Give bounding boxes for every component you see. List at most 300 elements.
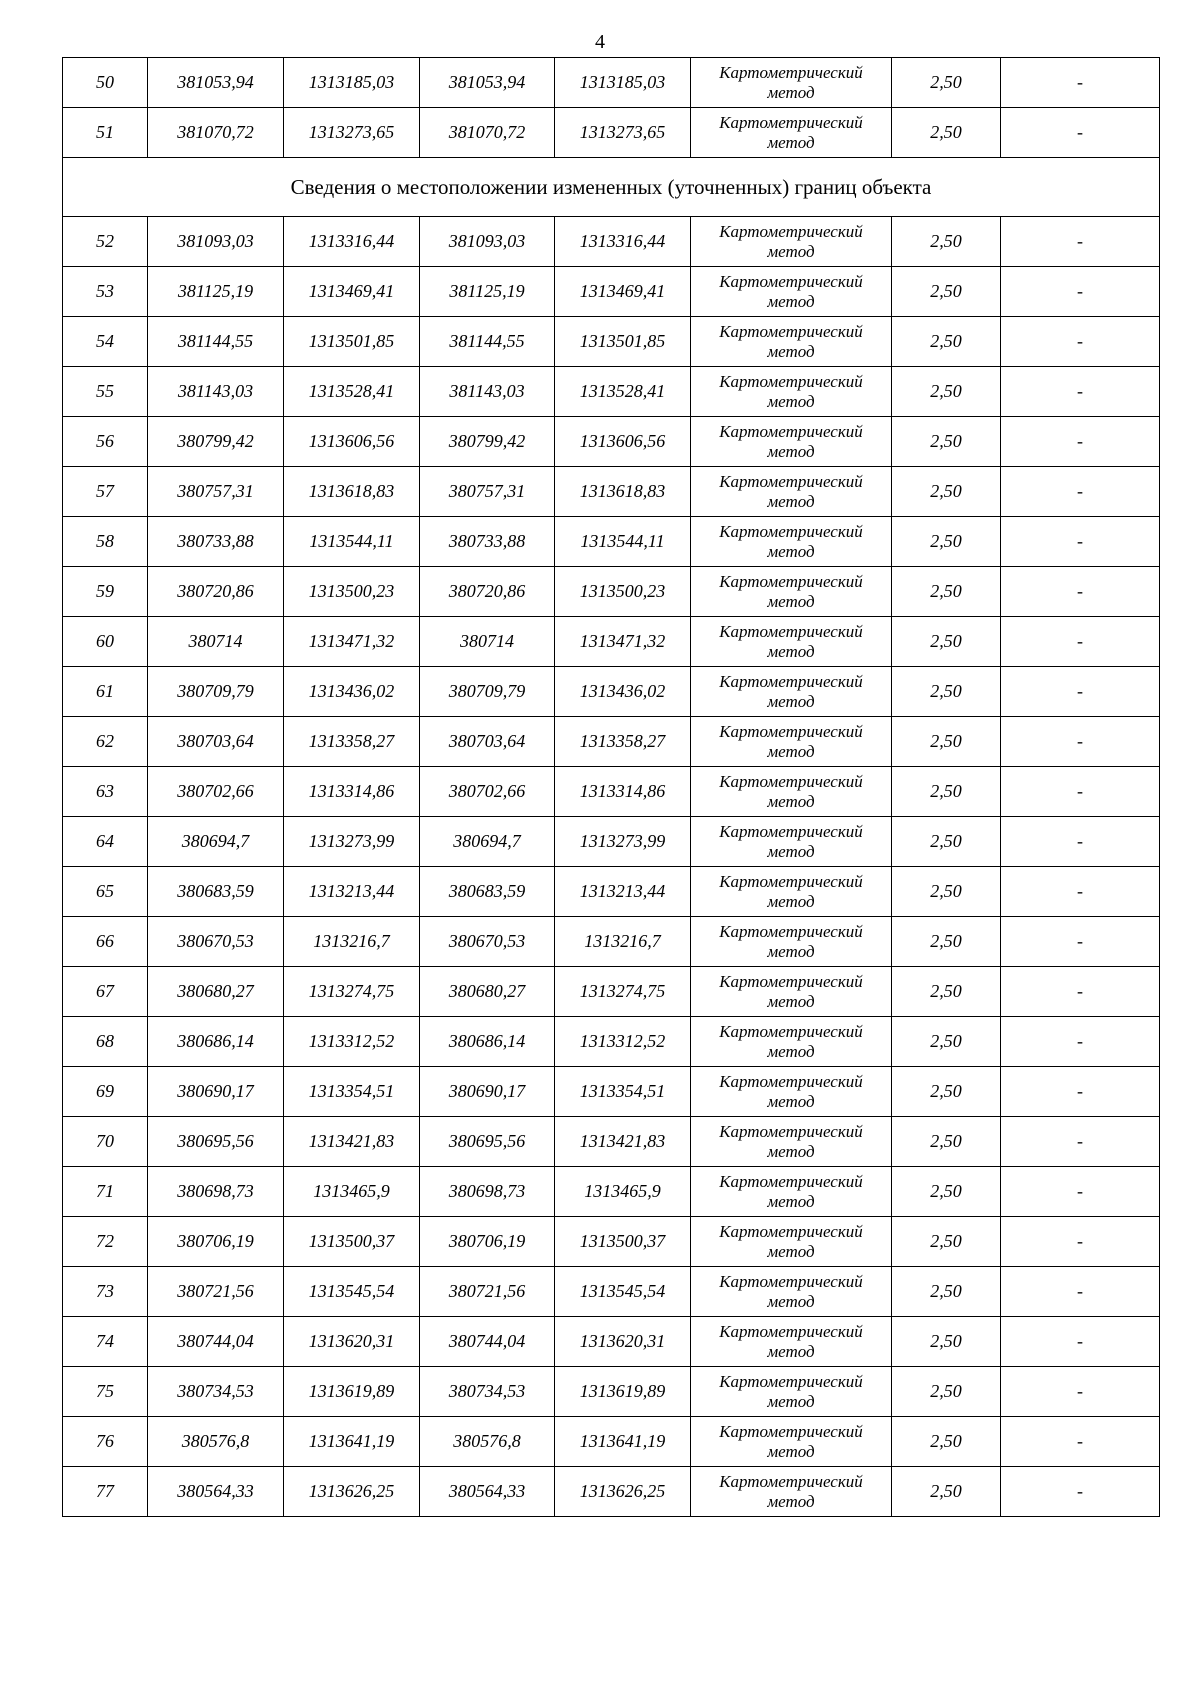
refined-x-cell: 380695,56 bbox=[420, 1117, 555, 1167]
precision-cell: 2,50 bbox=[892, 1017, 1001, 1067]
note-cell: - bbox=[1001, 717, 1160, 767]
table-row bbox=[63, 367, 1160, 417]
refined-x-cell: 380690,17 bbox=[420, 1067, 555, 1117]
existing-y-cell: 1313545,54 bbox=[284, 1267, 420, 1317]
existing-y-cell: 1313185,03 bbox=[284, 58, 420, 108]
table-row bbox=[63, 467, 1160, 517]
method-text-line: метод bbox=[767, 1291, 815, 1311]
precision-cell: 2,50 bbox=[892, 467, 1001, 517]
point-number-cell: 65 bbox=[63, 867, 148, 917]
point-number-cell: 59 bbox=[63, 567, 148, 617]
existing-y-cell: 1313273,65 bbox=[284, 108, 420, 158]
refined-y-cell: 1313465,9 bbox=[555, 1167, 691, 1217]
existing-y-cell: 1313528,41 bbox=[284, 367, 420, 417]
existing-y-cell: 1313469,41 bbox=[284, 267, 420, 317]
method-cell bbox=[691, 1417, 892, 1467]
point-number-cell: 74 bbox=[63, 1317, 148, 1367]
method-text-line: Картометрический bbox=[719, 221, 863, 241]
refined-x-cell: 380680,27 bbox=[420, 967, 555, 1017]
precision-cell: 2,50 bbox=[892, 417, 1001, 467]
method-cell bbox=[691, 967, 892, 1017]
refined-x-cell: 381143,03 bbox=[420, 367, 555, 417]
refined-y-cell: 1313274,75 bbox=[555, 967, 691, 1017]
table-row bbox=[63, 1467, 1160, 1517]
method-cell bbox=[691, 1467, 892, 1517]
point-number-cell: 67 bbox=[63, 967, 148, 1017]
existing-x-cell: 380680,27 bbox=[148, 967, 284, 1017]
method-text-line: метод bbox=[767, 1041, 815, 1061]
refined-x-cell: 381144,55 bbox=[420, 317, 555, 367]
method-cell bbox=[691, 1217, 892, 1267]
section-heading-row bbox=[63, 158, 1160, 217]
method-text-line: Картометрический bbox=[719, 1371, 863, 1391]
existing-y-cell: 1313620,31 bbox=[284, 1317, 420, 1367]
method-text-line: Картометрический bbox=[719, 721, 863, 741]
table-row bbox=[63, 817, 1160, 867]
method-text-line: Картометрический bbox=[719, 1421, 863, 1441]
point-number-cell: 51 bbox=[63, 108, 148, 158]
refined-x-cell: 380670,53 bbox=[420, 917, 555, 967]
method-text-line: Картометрический bbox=[719, 671, 863, 691]
refined-y-cell: 1313500,23 bbox=[555, 567, 691, 617]
precision-cell: 2,50 bbox=[892, 267, 1001, 317]
refined-x-cell: 380733,88 bbox=[420, 517, 555, 567]
point-number-cell: 69 bbox=[63, 1067, 148, 1117]
existing-y-cell: 1313465,9 bbox=[284, 1167, 420, 1217]
existing-y-cell: 1313216,7 bbox=[284, 917, 420, 967]
existing-x-cell: 380670,53 bbox=[148, 917, 284, 967]
table-row bbox=[63, 267, 1160, 317]
method-cell bbox=[691, 617, 892, 667]
precision-cell: 2,50 bbox=[892, 867, 1001, 917]
method-text-line: метод bbox=[767, 341, 815, 361]
existing-x-cell: 381053,94 bbox=[148, 58, 284, 108]
precision-cell: 2,50 bbox=[892, 667, 1001, 717]
page-number: 4 bbox=[595, 31, 605, 53]
refined-y-cell: 1313620,31 bbox=[555, 1317, 691, 1367]
method-cell bbox=[691, 867, 892, 917]
method-cell bbox=[691, 1017, 892, 1067]
table-row bbox=[63, 667, 1160, 717]
existing-x-cell: 381070,72 bbox=[148, 108, 284, 158]
precision-cell: 2,50 bbox=[892, 1217, 1001, 1267]
table-row bbox=[63, 58, 1160, 108]
existing-y-cell: 1313358,27 bbox=[284, 717, 420, 767]
method-cell bbox=[691, 1117, 892, 1167]
point-number-cell: 63 bbox=[63, 767, 148, 817]
existing-x-cell: 381093,03 bbox=[148, 217, 284, 267]
table-row bbox=[63, 1117, 1160, 1167]
note-cell: - bbox=[1001, 517, 1160, 567]
refined-x-cell: 380799,42 bbox=[420, 417, 555, 467]
note-cell: - bbox=[1001, 1467, 1160, 1517]
method-text-line: Картометрический bbox=[719, 1321, 863, 1341]
note-cell: - bbox=[1001, 617, 1160, 667]
table-row bbox=[63, 1267, 1160, 1317]
point-number-cell: 62 bbox=[63, 717, 148, 767]
refined-y-cell: 1313469,41 bbox=[555, 267, 691, 317]
note-cell: - bbox=[1001, 917, 1160, 967]
refined-y-cell: 1313314,86 bbox=[555, 767, 691, 817]
method-text-line: метод bbox=[767, 132, 815, 152]
refined-x-cell: 380714 bbox=[420, 617, 555, 667]
method-cell bbox=[691, 767, 892, 817]
note-cell: - bbox=[1001, 1417, 1160, 1467]
existing-x-cell: 380757,31 bbox=[148, 467, 284, 517]
method-text-line: Картометрический bbox=[719, 371, 863, 391]
precision-cell: 2,50 bbox=[892, 1467, 1001, 1517]
precision-cell: 2,50 bbox=[892, 1067, 1001, 1117]
point-number-cell: 72 bbox=[63, 1217, 148, 1267]
method-text-line: метод bbox=[767, 1141, 815, 1161]
existing-x-cell: 381144,55 bbox=[148, 317, 284, 367]
existing-x-cell: 380690,17 bbox=[148, 1067, 284, 1117]
existing-x-cell: 380734,53 bbox=[148, 1367, 284, 1417]
method-cell bbox=[691, 567, 892, 617]
method-cell bbox=[691, 217, 892, 267]
note-cell: - bbox=[1001, 417, 1160, 467]
existing-x-cell: 380720,86 bbox=[148, 567, 284, 617]
note-cell: - bbox=[1001, 817, 1160, 867]
refined-y-cell: 1313528,41 bbox=[555, 367, 691, 417]
point-number-cell: 61 bbox=[63, 667, 148, 717]
point-number-cell: 50 bbox=[63, 58, 148, 108]
refined-y-cell: 1313216,7 bbox=[555, 917, 691, 967]
method-text-line: Картометрический bbox=[719, 1221, 863, 1241]
method-text-line: Картометрический bbox=[719, 471, 863, 491]
method-cell bbox=[691, 1367, 892, 1417]
precision-cell: 2,50 bbox=[892, 317, 1001, 367]
note-cell: - bbox=[1001, 58, 1160, 108]
method-text-line: Картометрический bbox=[719, 821, 863, 841]
method-text-line: метод bbox=[767, 791, 815, 811]
precision-cell: 2,50 bbox=[892, 917, 1001, 967]
method-cell bbox=[691, 367, 892, 417]
refined-x-cell: 380734,53 bbox=[420, 1367, 555, 1417]
method-text-line: метод bbox=[767, 691, 815, 711]
existing-x-cell: 380714 bbox=[148, 617, 284, 667]
method-cell bbox=[691, 717, 892, 767]
precision-cell: 2,50 bbox=[892, 1117, 1001, 1167]
table-row bbox=[63, 717, 1160, 767]
method-cell bbox=[691, 667, 892, 717]
refined-x-cell: 380720,86 bbox=[420, 567, 555, 617]
refined-y-cell: 1313626,25 bbox=[555, 1467, 691, 1517]
note-cell: - bbox=[1001, 1067, 1160, 1117]
existing-y-cell: 1313626,25 bbox=[284, 1467, 420, 1517]
method-cell bbox=[691, 1317, 892, 1367]
existing-y-cell: 1313312,52 bbox=[284, 1017, 420, 1067]
precision-cell: 2,50 bbox=[892, 1317, 1001, 1367]
existing-y-cell: 1313500,37 bbox=[284, 1217, 420, 1267]
method-text-line: метод bbox=[767, 1241, 815, 1261]
existing-y-cell: 1313421,83 bbox=[284, 1117, 420, 1167]
existing-x-cell: 380706,19 bbox=[148, 1217, 284, 1267]
table-row bbox=[63, 317, 1160, 367]
table-row bbox=[63, 1317, 1160, 1367]
section-heading: Сведения о местоположении измененных (уточненных) границ объекта bbox=[63, 158, 1160, 217]
method-text-line: метод bbox=[767, 1491, 815, 1511]
point-number-cell: 60 bbox=[63, 617, 148, 667]
precision-cell: 2,50 bbox=[892, 1417, 1001, 1467]
note-cell: - bbox=[1001, 1217, 1160, 1267]
refined-y-cell: 1313501,85 bbox=[555, 317, 691, 367]
precision-cell: 2,50 bbox=[892, 567, 1001, 617]
table-row bbox=[63, 108, 1160, 158]
point-number-cell: 73 bbox=[63, 1267, 148, 1317]
existing-x-cell: 380744,04 bbox=[148, 1317, 284, 1367]
method-text-line: Картометрический bbox=[719, 321, 863, 341]
method-cell bbox=[691, 1167, 892, 1217]
method-text-line: Картометрический bbox=[719, 1171, 863, 1191]
refined-y-cell: 1313358,27 bbox=[555, 717, 691, 767]
note-cell: - bbox=[1001, 317, 1160, 367]
note-cell: - bbox=[1001, 1367, 1160, 1417]
existing-x-cell: 380703,64 bbox=[148, 717, 284, 767]
table-body-after bbox=[63, 217, 1160, 1517]
refined-x-cell: 380694,7 bbox=[420, 817, 555, 867]
method-text-line: метод bbox=[767, 491, 815, 511]
refined-y-cell: 1313213,44 bbox=[555, 867, 691, 917]
precision-cell: 2,50 bbox=[892, 767, 1001, 817]
refined-x-cell: 380721,56 bbox=[420, 1267, 555, 1317]
existing-y-cell: 1313274,75 bbox=[284, 967, 420, 1017]
point-number-cell: 75 bbox=[63, 1367, 148, 1417]
refined-x-cell: 380683,59 bbox=[420, 867, 555, 917]
table-row bbox=[63, 917, 1160, 967]
method-text-line: метод bbox=[767, 1091, 815, 1111]
refined-y-cell: 1313316,44 bbox=[555, 217, 691, 267]
precision-cell: 2,50 bbox=[892, 617, 1001, 667]
existing-x-cell: 380698,73 bbox=[148, 1167, 284, 1217]
point-number-cell: 76 bbox=[63, 1417, 148, 1467]
existing-y-cell: 1313544,11 bbox=[284, 517, 420, 567]
note-cell: - bbox=[1001, 1017, 1160, 1067]
point-number-cell: 57 bbox=[63, 467, 148, 517]
existing-x-cell: 380733,88 bbox=[148, 517, 284, 567]
refined-y-cell: 1313641,19 bbox=[555, 1417, 691, 1467]
refined-x-cell: 380698,73 bbox=[420, 1167, 555, 1217]
method-text-line: метод bbox=[767, 1341, 815, 1361]
refined-x-cell: 380706,19 bbox=[420, 1217, 555, 1267]
method-cell bbox=[691, 817, 892, 867]
method-text-line: метод bbox=[767, 82, 815, 102]
method-text-line: Картометрический bbox=[719, 871, 863, 891]
note-cell: - bbox=[1001, 1167, 1160, 1217]
existing-y-cell: 1313500,23 bbox=[284, 567, 420, 617]
method-text-line: Картометрический bbox=[719, 271, 863, 291]
existing-x-cell: 380683,59 bbox=[148, 867, 284, 917]
note-cell: - bbox=[1001, 1317, 1160, 1367]
method-cell bbox=[691, 467, 892, 517]
refined-y-cell: 1313619,89 bbox=[555, 1367, 691, 1417]
existing-x-cell: 380564,33 bbox=[148, 1467, 284, 1517]
existing-y-cell: 1313501,85 bbox=[284, 317, 420, 367]
existing-y-cell: 1313618,83 bbox=[284, 467, 420, 517]
note-cell: - bbox=[1001, 767, 1160, 817]
refined-x-cell: 380757,31 bbox=[420, 467, 555, 517]
method-text-line: Картометрический bbox=[719, 112, 863, 132]
refined-x-cell: 380744,04 bbox=[420, 1317, 555, 1367]
refined-x-cell: 381093,03 bbox=[420, 217, 555, 267]
existing-x-cell: 380709,79 bbox=[148, 667, 284, 717]
existing-x-cell: 380576,8 bbox=[148, 1417, 284, 1467]
table-row bbox=[63, 1417, 1160, 1467]
table-row bbox=[63, 217, 1160, 267]
table-row bbox=[63, 617, 1160, 667]
method-text-line: метод bbox=[767, 1441, 815, 1461]
point-number-cell: 77 bbox=[63, 1467, 148, 1517]
precision-cell: 2,50 bbox=[892, 1267, 1001, 1317]
refined-y-cell: 1313185,03 bbox=[555, 58, 691, 108]
coordinates-table bbox=[62, 57, 1160, 1517]
precision-cell: 2,50 bbox=[892, 1367, 1001, 1417]
table-row bbox=[63, 517, 1160, 567]
table-row bbox=[63, 567, 1160, 617]
precision-cell: 2,50 bbox=[892, 217, 1001, 267]
refined-x-cell: 380576,8 bbox=[420, 1417, 555, 1467]
refined-y-cell: 1313273,65 bbox=[555, 108, 691, 158]
existing-y-cell: 1313619,89 bbox=[284, 1367, 420, 1417]
method-text-line: метод bbox=[767, 891, 815, 911]
precision-cell: 2,50 bbox=[892, 967, 1001, 1017]
precision-cell: 2,50 bbox=[892, 1167, 1001, 1217]
refined-y-cell: 1313545,54 bbox=[555, 1267, 691, 1317]
precision-cell: 2,50 bbox=[892, 58, 1001, 108]
method-cell bbox=[691, 317, 892, 367]
refined-x-cell: 380686,14 bbox=[420, 1017, 555, 1067]
refined-y-cell: 1313354,51 bbox=[555, 1067, 691, 1117]
method-text-line: метод bbox=[767, 841, 815, 861]
note-cell: - bbox=[1001, 267, 1160, 317]
note-cell: - bbox=[1001, 467, 1160, 517]
refined-x-cell: 381070,72 bbox=[420, 108, 555, 158]
precision-cell: 2,50 bbox=[892, 717, 1001, 767]
refined-y-cell: 1313312,52 bbox=[555, 1017, 691, 1067]
method-text-line: Картометрический bbox=[719, 421, 863, 441]
refined-x-cell: 380702,66 bbox=[420, 767, 555, 817]
existing-x-cell: 381143,03 bbox=[148, 367, 284, 417]
point-number-cell: 64 bbox=[63, 817, 148, 867]
method-cell bbox=[691, 1067, 892, 1117]
table-row bbox=[63, 1017, 1160, 1067]
method-text-line: метод bbox=[767, 241, 815, 261]
method-text-line: Картометрический bbox=[719, 1121, 863, 1141]
note-cell: - bbox=[1001, 667, 1160, 717]
existing-x-cell: 380694,7 bbox=[148, 817, 284, 867]
existing-y-cell: 1313354,51 bbox=[284, 1067, 420, 1117]
method-text-line: метод bbox=[767, 291, 815, 311]
precision-cell: 2,50 bbox=[892, 517, 1001, 567]
table-body-before bbox=[63, 58, 1160, 158]
method-cell bbox=[691, 58, 892, 108]
existing-x-cell: 381125,19 bbox=[148, 267, 284, 317]
existing-y-cell: 1313316,44 bbox=[284, 217, 420, 267]
method-cell bbox=[691, 267, 892, 317]
refined-y-cell: 1313273,99 bbox=[555, 817, 691, 867]
point-number-cell: 58 bbox=[63, 517, 148, 567]
refined-y-cell: 1313421,83 bbox=[555, 1117, 691, 1167]
method-text-line: метод bbox=[767, 541, 815, 561]
method-cell bbox=[691, 417, 892, 467]
refined-x-cell: 380564,33 bbox=[420, 1467, 555, 1517]
refined-x-cell: 381053,94 bbox=[420, 58, 555, 108]
method-text-line: Картометрический bbox=[719, 62, 863, 82]
existing-y-cell: 1313471,32 bbox=[284, 617, 420, 667]
note-cell: - bbox=[1001, 367, 1160, 417]
method-text-line: Картометрический bbox=[719, 1471, 863, 1491]
point-number-cell: 66 bbox=[63, 917, 148, 967]
method-text-line: Картометрический bbox=[719, 621, 863, 641]
method-cell bbox=[691, 1267, 892, 1317]
refined-x-cell: 381125,19 bbox=[420, 267, 555, 317]
table-row bbox=[63, 867, 1160, 917]
note-cell: - bbox=[1001, 108, 1160, 158]
table-row bbox=[63, 967, 1160, 1017]
method-cell bbox=[691, 917, 892, 967]
table-row bbox=[63, 1217, 1160, 1267]
point-number-cell: 56 bbox=[63, 417, 148, 467]
point-number-cell: 71 bbox=[63, 1167, 148, 1217]
existing-y-cell: 1313641,19 bbox=[284, 1417, 420, 1467]
point-number-cell: 54 bbox=[63, 317, 148, 367]
refined-y-cell: 1313471,32 bbox=[555, 617, 691, 667]
note-cell: - bbox=[1001, 867, 1160, 917]
refined-y-cell: 1313544,11 bbox=[555, 517, 691, 567]
method-text-line: Картометрический bbox=[719, 521, 863, 541]
note-cell: - bbox=[1001, 967, 1160, 1017]
method-text-line: метод bbox=[767, 941, 815, 961]
note-cell: - bbox=[1001, 217, 1160, 267]
existing-y-cell: 1313606,56 bbox=[284, 417, 420, 467]
point-number-cell: 55 bbox=[63, 367, 148, 417]
method-text-line: Картометрический bbox=[719, 1271, 863, 1291]
note-cell: - bbox=[1001, 1267, 1160, 1317]
table-row bbox=[63, 1067, 1160, 1117]
existing-y-cell: 1313213,44 bbox=[284, 867, 420, 917]
existing-x-cell: 380695,56 bbox=[148, 1117, 284, 1167]
note-cell: - bbox=[1001, 567, 1160, 617]
point-number-cell: 53 bbox=[63, 267, 148, 317]
method-text-line: метод bbox=[767, 991, 815, 1011]
point-number-cell: 52 bbox=[63, 217, 148, 267]
method-text-line: Картометрический bbox=[719, 571, 863, 591]
table-row bbox=[63, 1367, 1160, 1417]
method-text-line: метод bbox=[767, 1191, 815, 1211]
method-text-line: метод bbox=[767, 641, 815, 661]
refined-y-cell: 1313606,56 bbox=[555, 417, 691, 467]
refined-y-cell: 1313618,83 bbox=[555, 467, 691, 517]
method-cell bbox=[691, 517, 892, 567]
method-text-line: Картометрический bbox=[719, 1021, 863, 1041]
precision-cell: 2,50 bbox=[892, 108, 1001, 158]
method-cell bbox=[691, 108, 892, 158]
point-number-cell: 68 bbox=[63, 1017, 148, 1067]
precision-cell: 2,50 bbox=[892, 817, 1001, 867]
method-text-line: метод bbox=[767, 591, 815, 611]
table-row bbox=[63, 417, 1160, 467]
method-text-line: Картометрический bbox=[719, 771, 863, 791]
table-row bbox=[63, 1167, 1160, 1217]
precision-cell: 2,50 bbox=[892, 367, 1001, 417]
existing-x-cell: 380686,14 bbox=[148, 1017, 284, 1067]
existing-y-cell: 1313436,02 bbox=[284, 667, 420, 717]
refined-x-cell: 380703,64 bbox=[420, 717, 555, 767]
method-text-line: метод bbox=[767, 391, 815, 411]
existing-x-cell: 380702,66 bbox=[148, 767, 284, 817]
refined-y-cell: 1313436,02 bbox=[555, 667, 691, 717]
point-number-cell: 70 bbox=[63, 1117, 148, 1167]
